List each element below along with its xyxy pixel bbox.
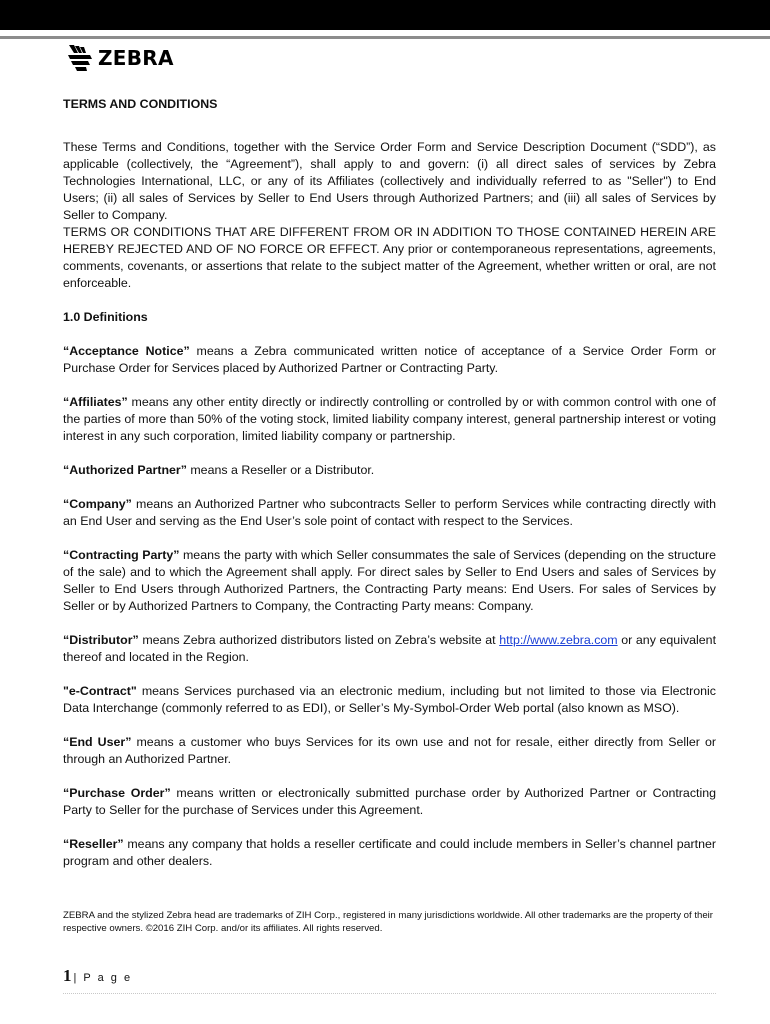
definition-term: “Acceptance Notice”	[63, 344, 190, 358]
definition-term: “End User”	[63, 735, 132, 749]
page-number-value: 1	[63, 966, 72, 985]
page-title: TERMS AND CONDITIONS	[63, 97, 218, 111]
definition-acceptance-notice	[63, 343, 716, 377]
zebra-head-icon	[66, 43, 94, 73]
document-body	[63, 96, 716, 870]
definition-text-after: or any equivalent thereof and located in the Region.	[63, 633, 717, 664]
definition-term: “Company”	[63, 497, 132, 511]
definition-term: “Contracting Party”	[63, 548, 180, 562]
definition-purchase-order	[63, 785, 716, 819]
definition-end-user	[63, 734, 716, 768]
definition-term: “Purchase Order”	[63, 786, 171, 800]
section-heading-definitions: 1.0 Definitions	[63, 310, 148, 324]
definition-text: means any company that holds a reseller certificate and could include members in Seller’s channel partner program and other dealers.	[63, 837, 716, 868]
definition-contracting-party	[63, 547, 716, 615]
definition-authorized-partner	[63, 462, 716, 479]
definition-text: means Zebra authorized distributors listed on Zebra’s website at	[138, 633, 500, 647]
header-rule	[0, 36, 770, 39]
definition-text: means a customer who buys Services for its own use and not for resale, either directly from Seller or through an Authorized Partner.	[63, 735, 716, 766]
definition-text: means any other entity directly or indirectly controlling or controlled by or with common control with one of the parties of more than 50% of the voting stock, limited liability company interest, general partnership interest or voting interest in any such corporation, limited liability company or partnership.	[63, 395, 716, 443]
definition-text: means a Reseller or a Distributor.	[186, 463, 375, 477]
definition-affiliates	[63, 394, 716, 445]
logo-wordmark: ZEBRA	[98, 46, 174, 70]
intro-paragraph: These Terms and Conditions, together with the Service Order Form and Service Description Document (“SDD”), as applicable (collectively, the “Agreement”), shall apply to and govern: (i) all direct sales of services by Zebra Technologies International, LLC, or any of its Affiliates (collectively and individually referred to as "Seller") to End Users; (ii) all sales of Services by Seller to End Users through Authorized Partners; and (iii) all sales of Services by Seller to Company.	[63, 140, 716, 222]
definition-company	[63, 496, 716, 530]
page-label: | P a g e	[73, 972, 133, 984]
intro-disclaimer: TERMS OR CONDITIONS THAT ARE DIFFERENT FROM OR IN ADDITION TO THOSE CONTAINED HEREIN ARE HEREBY REJECTED AND OF NO FORCE OR EFFECT. Any prior or contemporaneous representations, agreements, comments, covenants, or assertions that relate to the subject matter of the Agreement, whether written or oral, are not enforceable.	[63, 225, 716, 290]
zebra-logo	[66, 43, 174, 73]
definition-text: means written or electronically submitted purchase order by Authorized Partner or Contracting Party to Seller for the purchase of Services under this Agreement.	[63, 786, 716, 817]
definition-term: “Authorized Partner”	[63, 463, 187, 477]
definition-term: “Distributor”	[63, 633, 139, 647]
trademark-footnote: ZEBRA and the stylized Zebra head are trademarks of ZIH Corp., registered in many jurisdictions worldwide. All other trademarks are the property of their respective owners. ©2016 ZIH Corp. and/or its affiliates. All rights reserved.	[63, 910, 713, 934]
definition-text: means an Authorized Partner who subcontracts Seller to perform Services while contracting directly with an End User and serving as the End User’s sole point of contact with respect to the Services.	[63, 497, 716, 528]
top-black-bar	[0, 0, 770, 30]
zebra-website-link[interactable]: http://www.zebra.com	[499, 633, 618, 647]
definition-reseller	[63, 836, 716, 870]
definition-term: “Affiliates”	[63, 395, 128, 409]
definition-text: means the party with which Seller consummates the sale of Services (depending on the structure of the sale) and to which the Agreement shall apply. For direct sales by Seller to End Users and sales of Services by Seller to End Users through Authorized Partners, the Contracting Party means: End Users. For sales of Services by Seller or by Authorized Partners to Company, the Contracting Party means: Company.	[63, 548, 716, 613]
definition-distributor	[63, 632, 716, 666]
page-number	[63, 966, 132, 986]
definition-text: means Services purchased via an electronic medium, including but not limited to those via Electronic Data Interchange (commonly referred to as EDI), or Seller’s My-Symbol-Order Web portal (also known as MSO).	[63, 684, 716, 715]
definition-e-contract	[63, 683, 716, 717]
definition-term: “Reseller”	[63, 837, 124, 851]
definition-term: "e-Contract"	[63, 684, 137, 698]
footer-rule	[63, 993, 716, 994]
definition-text: means a Zebra communicated written notice of acceptance of a Service Order Form or Purchase Order for Services placed by Authorized Partner or Contracting Party.	[63, 344, 716, 375]
